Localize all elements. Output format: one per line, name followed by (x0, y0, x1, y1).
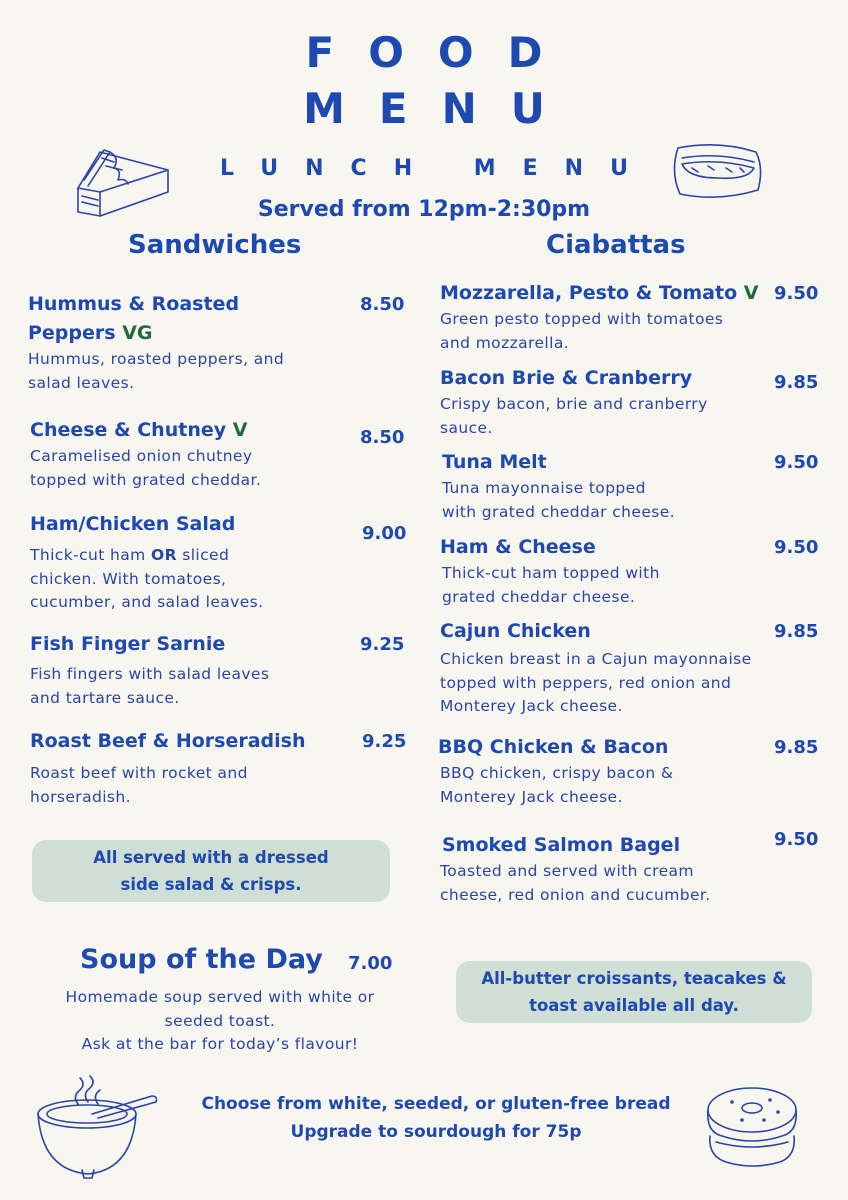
bread-options: Choose from white, seeded, or gluten-free bread (201, 1094, 671, 1114)
item-price: 9.50 (774, 537, 819, 558)
item-description: Chicken breast in a Cajun mayonnaise topped with peppers, red onion and Monterey Jack cheese. (440, 650, 752, 715)
soup-title: Soup of the Day (80, 944, 323, 975)
item-name: Smoked Salmon Bagel (442, 834, 681, 856)
item-price: 9.50 (774, 283, 819, 304)
sandwich-note: All served with a dressed side salad & crisps. (32, 840, 390, 902)
item-price: 9.25 (362, 731, 407, 752)
lunch-menu-subtitle: LUNCH MENU (220, 156, 655, 181)
ciabatta-item (440, 364, 775, 440)
item-description: BBQ chicken, crispy bacon & Monterey Jack cheese. (440, 764, 674, 806)
item-description: Fish fingers with salad leaves and tartare sauce. (30, 665, 270, 707)
item-name: Fish Finger Sarnie (30, 633, 226, 655)
item-description: Green pesto topped with tomatoes and mozzarella. (440, 310, 724, 352)
title-line-2: MENU (303, 84, 579, 133)
sourdough-upgrade: Upgrade to sourdough for 75p (290, 1122, 582, 1142)
vegetarian-tag: V (232, 419, 248, 441)
bakery-note: All-butter croissants, teacakes & toast available all day. (456, 961, 812, 1023)
sandwich-item (28, 290, 358, 395)
vegan-tag: VG (122, 322, 153, 344)
sandwich-item (30, 416, 360, 492)
item-description: Thick-cut ham OR sliced chicken. With tomatoes, cucumber, and salad leaves. (30, 546, 264, 611)
item-description: Caramelised onion chutney topped with grated cheddar. (30, 447, 262, 489)
ciabatta-item (440, 279, 775, 355)
item-price: 8.50 (360, 427, 405, 448)
item-name: Tuna Melt (442, 451, 547, 473)
item-name-cont: Peppers VG (28, 322, 153, 344)
ciabattas-heading: Ciabattas (546, 230, 686, 260)
soup-description: Homemade soup served with white or seeded toast. Ask at the bar for today’s flavour! (65, 988, 375, 1053)
item-description: Tuna mayonnaise topped with grated cheddar cheese. (442, 479, 676, 521)
item-price: 9.50 (774, 452, 819, 473)
sandwiches-heading: Sandwiches (128, 230, 302, 260)
ciabatta-item (440, 533, 775, 609)
item-price: 9.25 (360, 634, 405, 655)
item-price: 8.50 (360, 294, 405, 315)
ciabatta-item (438, 733, 773, 809)
item-description: Roast beef with rocket and horseradish. (30, 764, 248, 806)
title-line-1: FOOD (305, 28, 577, 77)
item-name: Ham & Cheese (440, 536, 596, 558)
item-name: Hummus & Roasted (28, 293, 240, 315)
item-price: 9.85 (774, 372, 819, 393)
item-price: 9.85 (774, 621, 819, 642)
item-name: Cajun Chicken (440, 620, 591, 642)
soup-price: 7.00 (348, 953, 393, 974)
item-name: Ham/Chicken Salad (30, 513, 236, 535)
item-price: 9.50 (774, 829, 819, 850)
item-name: Roast Beef & Horseradish (30, 730, 306, 752)
sandwich-item (30, 630, 360, 710)
item-name: Bacon Brie & Cranberry (440, 367, 693, 389)
item-description: Crispy bacon, brie and cranberry sauce. (440, 395, 708, 437)
sandwich-item (30, 727, 360, 809)
ciabatta-icon (668, 138, 768, 212)
ciabatta-item (442, 831, 777, 907)
sandwich-item (30, 510, 360, 615)
vegetarian-tag: V (743, 282, 759, 304)
sandwich-icon (70, 140, 180, 230)
served-times: Served from 12pm-2:30pm (257, 197, 591, 222)
ciabatta-item (440, 617, 820, 719)
item-name: BBQ Chicken & Bacon (438, 736, 669, 758)
item-description: Toasted and served with cream cheese, red onion and cucumber. (440, 862, 711, 904)
ciabatta-item (442, 448, 777, 524)
item-description: Hummus, roasted peppers, and salad leaves. (28, 350, 285, 392)
item-price: 9.85 (774, 737, 819, 758)
item-name: Mozzarella, Pesto & Tomato V (440, 282, 759, 304)
item-price: 9.00 (362, 523, 407, 544)
item-name: Cheese & Chutney V (30, 419, 248, 441)
item-description: Thick-cut ham topped with grated cheddar cheese. (442, 564, 660, 606)
